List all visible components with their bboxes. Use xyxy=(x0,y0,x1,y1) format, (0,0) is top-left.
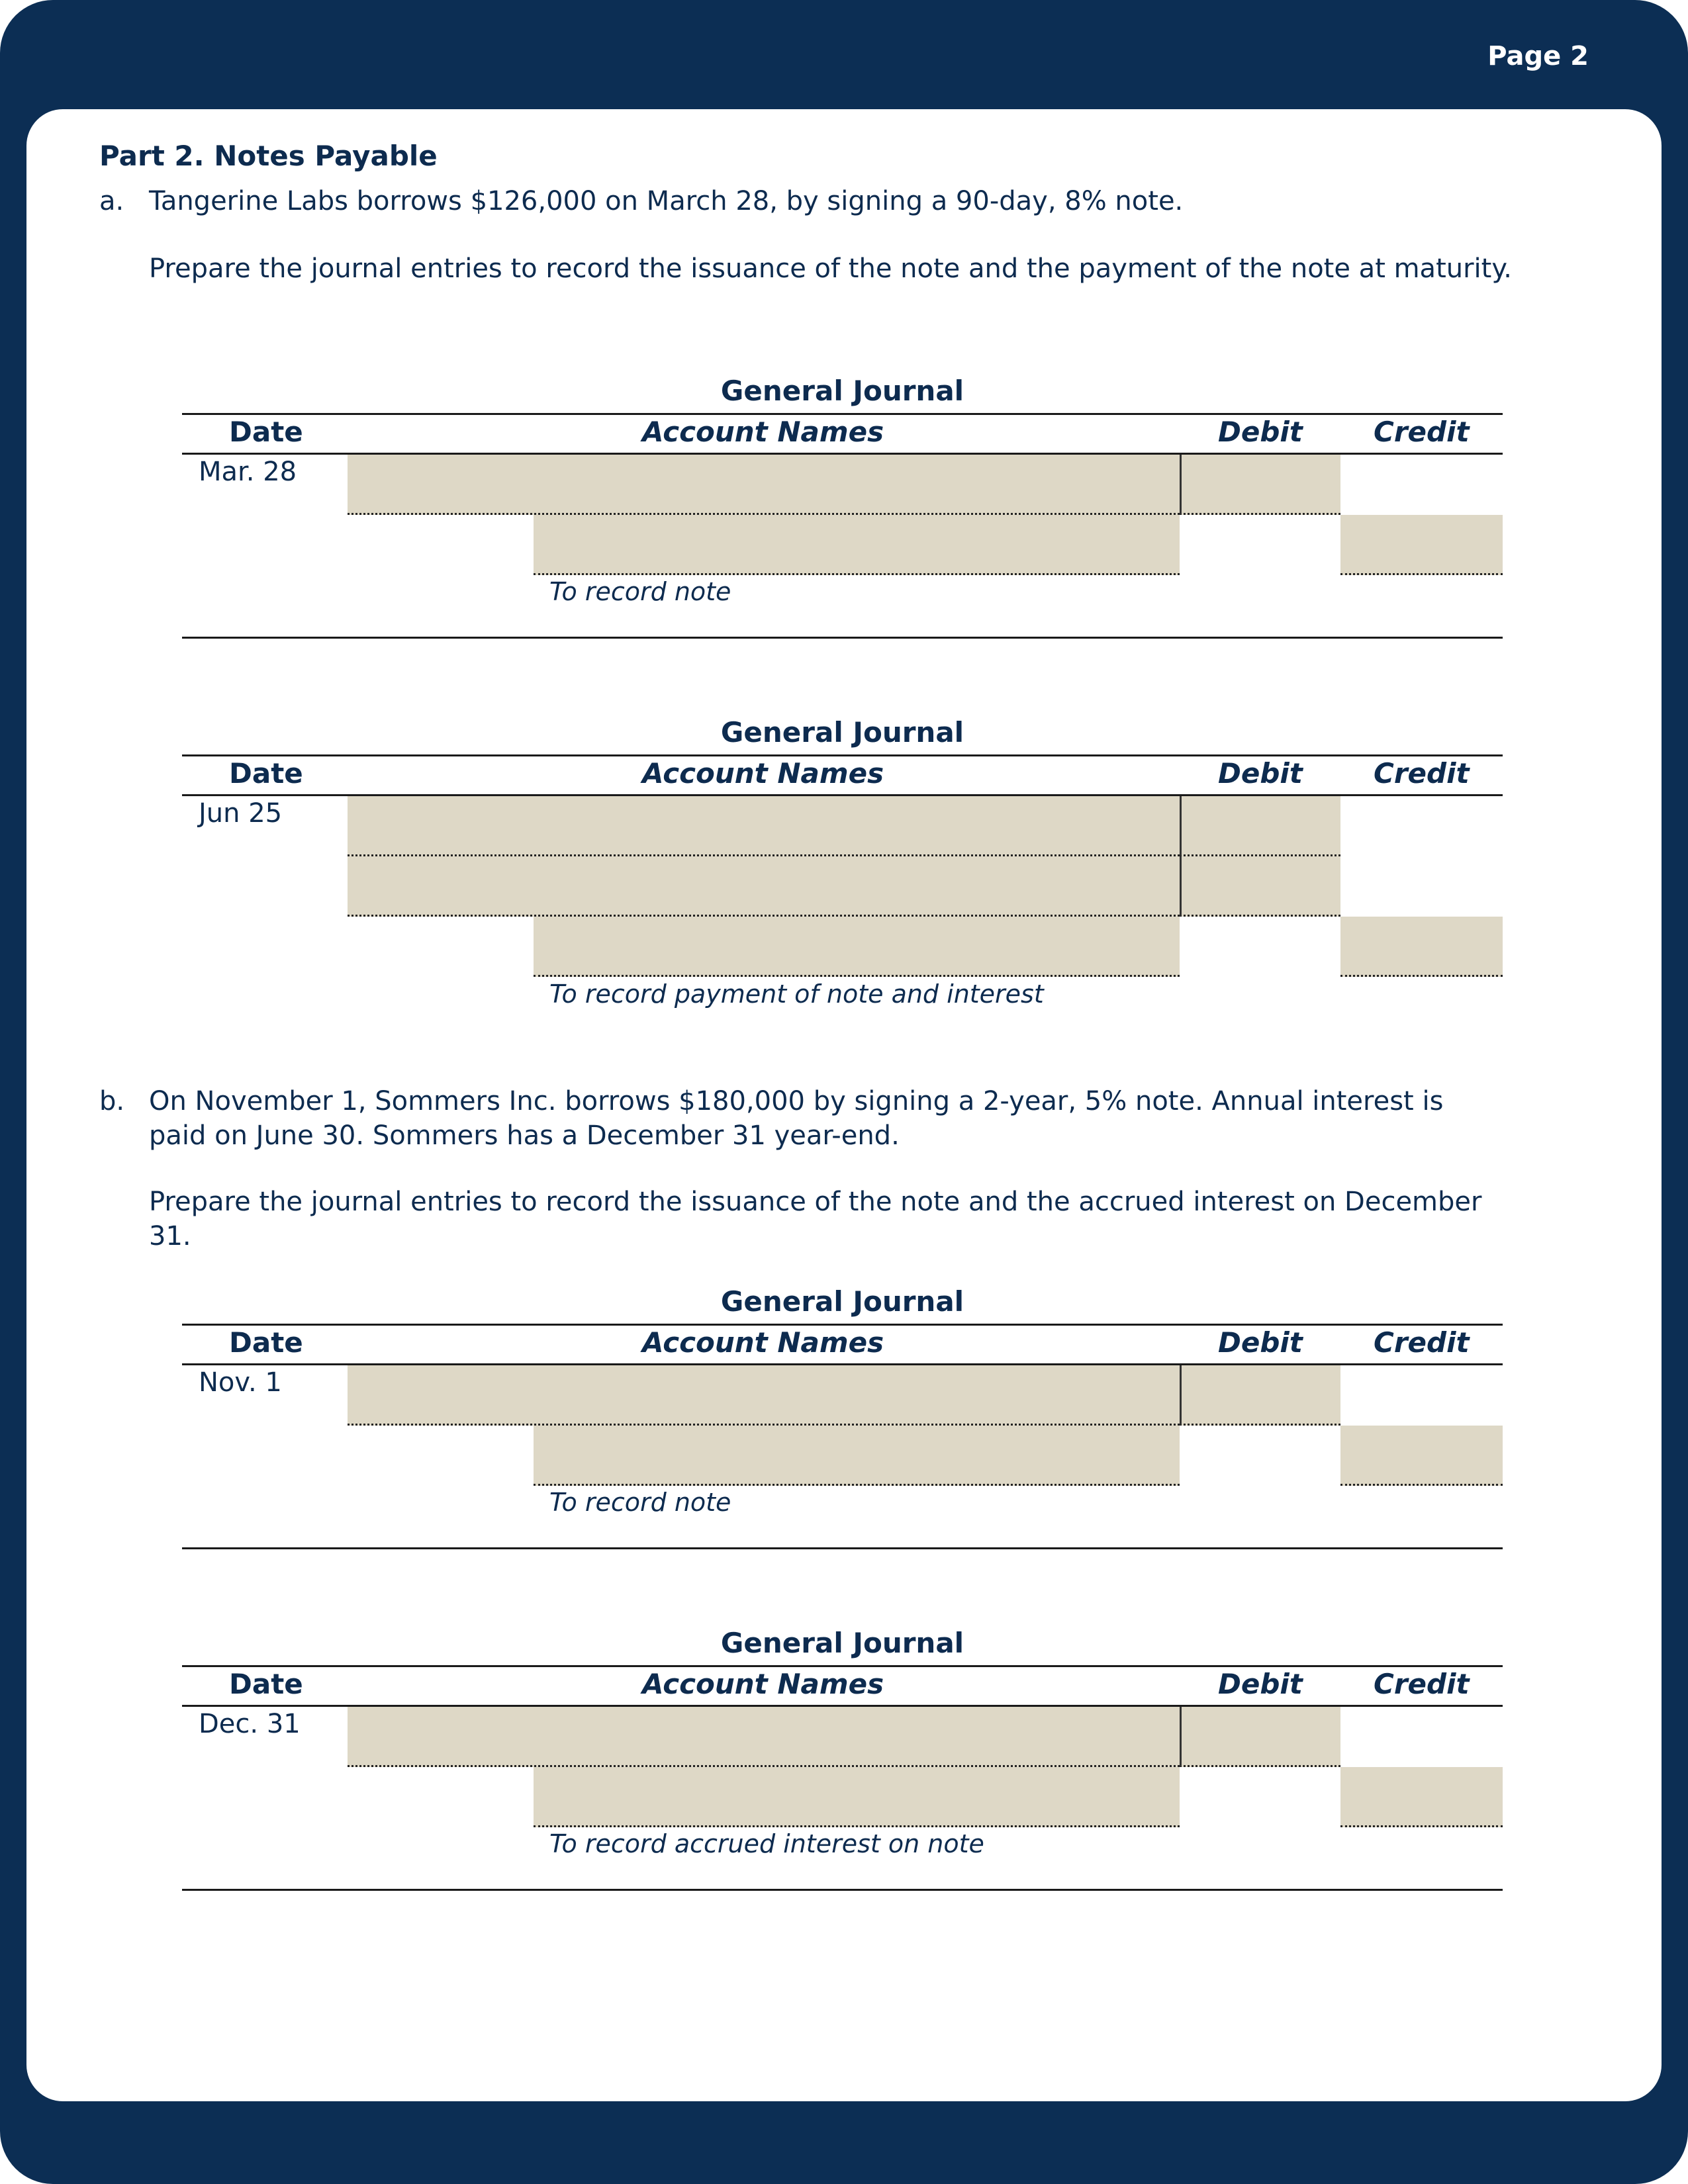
debit-header: Debit xyxy=(1218,1668,1303,1700)
account-names-header: Account Names xyxy=(642,757,884,790)
date-header: Date xyxy=(229,416,303,448)
part-b-marker: b. xyxy=(99,1086,125,1116)
credit-amount-field[interactable] xyxy=(1340,1767,1503,1827)
journal-title: General Journal xyxy=(720,1285,964,1318)
part-b-instruction-line1: Prepare the journal entries to record the issuance of the note and the accrued interest on December xyxy=(149,1187,1482,1217)
journal-title: General Journal xyxy=(720,716,964,749)
divider xyxy=(182,637,1503,639)
entry-memo: To record accrued interest on note xyxy=(549,1829,984,1858)
divider xyxy=(182,1665,1503,1667)
journal-title: General Journal xyxy=(720,1627,964,1659)
debit-amount-field[interactable] xyxy=(1180,1365,1340,1426)
divider xyxy=(182,754,1503,756)
date-header: Date xyxy=(229,757,303,790)
debit-amount-field[interactable] xyxy=(1180,796,1340,856)
credit-account-field[interactable] xyxy=(534,515,1180,575)
credit-header: Credit xyxy=(1374,416,1470,448)
entry-date: Nov. 1 xyxy=(199,1367,282,1398)
divider xyxy=(182,1324,1503,1326)
credit-header: Credit xyxy=(1374,757,1470,790)
credit-amount-field[interactable] xyxy=(1340,917,1503,977)
credit-account-field[interactable] xyxy=(534,1426,1180,1486)
account-names-header: Account Names xyxy=(642,1668,884,1700)
credit-amount-field[interactable] xyxy=(1340,1426,1503,1486)
debit-account-field[interactable] xyxy=(348,455,1180,515)
entry-date: Mar. 28 xyxy=(199,457,297,487)
debit-account-field[interactable] xyxy=(348,796,1180,856)
debit-amount-field[interactable] xyxy=(1180,856,1340,917)
entry-memo: To record note xyxy=(549,577,731,606)
debit-account-field[interactable] xyxy=(348,1365,1180,1426)
entry-memo: To record payment of note and interest xyxy=(549,979,1044,1009)
divider xyxy=(182,1547,1503,1549)
credit-header: Credit xyxy=(1374,1326,1470,1359)
debit-amount-field[interactable] xyxy=(1180,455,1340,515)
journal-title: General Journal xyxy=(720,375,964,407)
page-number: Page 2 xyxy=(1487,41,1589,71)
debit-header: Debit xyxy=(1218,757,1303,790)
credit-amount-field[interactable] xyxy=(1340,515,1503,575)
date-header: Date xyxy=(229,1326,303,1359)
credit-header: Credit xyxy=(1374,1668,1470,1700)
part-a-marker: a. xyxy=(99,186,124,216)
credit-account-field[interactable] xyxy=(534,917,1180,977)
section-title: Part 2. Notes Payable xyxy=(99,140,438,172)
part-a-instruction: Prepare the journal entries to record the issuance of the note and the payment of the note at maturity. xyxy=(149,253,1513,284)
credit-account-field[interactable] xyxy=(534,1767,1180,1827)
entry-memo: To record note xyxy=(549,1488,731,1517)
part-a-problem: Tangerine Labs borrows $126,000 on March 28, by signing a 90-day, 8% note. xyxy=(149,186,1184,216)
entry-date: Dec. 31 xyxy=(199,1709,301,1739)
debit-amount-field[interactable] xyxy=(1180,1707,1340,1767)
account-names-header: Account Names xyxy=(642,1326,884,1359)
part-b-problem-line2: paid on June 30. Sommers has a December 31 year-end. xyxy=(149,1120,900,1151)
date-header: Date xyxy=(229,1668,303,1700)
entry-date: Jun 25 xyxy=(199,798,283,829)
divider xyxy=(182,1889,1503,1891)
debit-account-field[interactable] xyxy=(348,856,1180,917)
account-names-header: Account Names xyxy=(642,416,884,448)
divider xyxy=(182,413,1503,415)
debit-header: Debit xyxy=(1218,1326,1303,1359)
debit-account-field[interactable] xyxy=(348,1707,1180,1767)
debit-header: Debit xyxy=(1218,416,1303,448)
part-b-problem-line1: On November 1, Sommers Inc. borrows $180,000 by signing a 2-year, 5% note. Annual interest is xyxy=(149,1086,1444,1116)
part-b-instruction-line2: 31. xyxy=(149,1221,191,1251)
